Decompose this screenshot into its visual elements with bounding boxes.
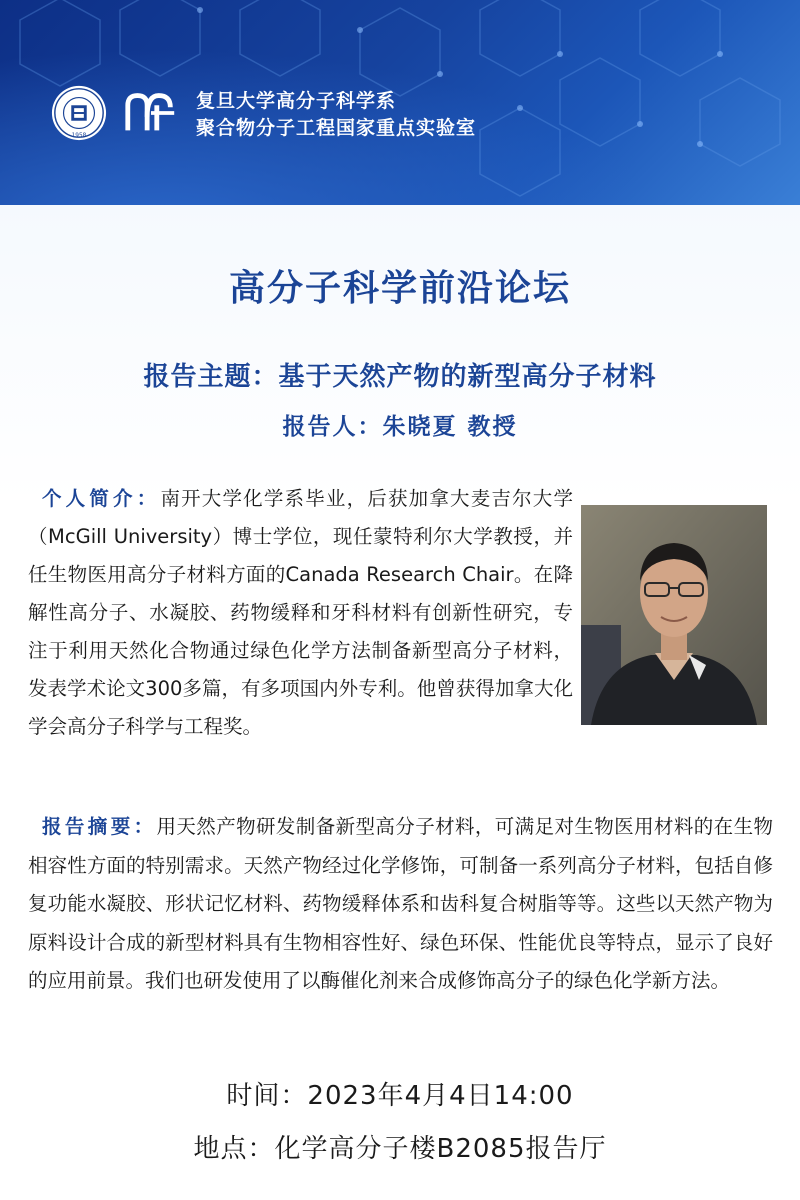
department-logo-icon (122, 84, 180, 142)
bio-section (28, 480, 573, 746)
speaker-name: 报告人：朱晓夏 教授 (282, 414, 518, 440)
bio-text: 南开大学化学系毕业，后获加拿大麦吉尔大学（McGill University）博士学位，现任蒙特利尔大学教授，并任生物医用高分子材料方面的Canada Research Chair。在降解性高分子、水凝胶、药物缓释和牙科材料有创新性研究，专注于利用天然化合物通过绿色化学方法制备新型高分子材料，发表学术论文300多篇，有多项国内外专利。他曾获得加拿大化学会高分子科学与工程奖。 (28, 487, 573, 738)
forum-title: 高分子科学前沿论坛 (228, 268, 571, 309)
university-seal-icon (50, 84, 108, 142)
laboratory-name: 聚合物分子工程国家重点实验室 (196, 117, 477, 139)
speaker-photo (581, 505, 767, 725)
department-name: 复旦大学高分子科学系 (196, 90, 397, 112)
bio-label: 个人简介： (42, 487, 161, 510)
event-location: 地点：化学高分子楼B2085报告厅 (193, 1134, 607, 1164)
event-time: 时间：2023年4月4日14:00 (226, 1081, 574, 1111)
abstract-text: 用天然产物研发制备新型高分子材料，可满足对生物医用材料的在生物相容性方面的特别需求。天然产物经过化学修饰，可制备一系列高分子材料，包括自修复功能水凝胶、形状记忆材料、药物缓释体系和齿科复合树脂等等。这些以天然产物为原料设计合成的新型材料具有生物相容性好、绿色环保、性能优良等特点，显示了良好的应用前景。我们也研发使用了以酶催化剂来合成修饰高分子的绿色化学新方法。 (28, 815, 773, 992)
report-topic: 报告主题：基于天然产物的新型高分子材料 (143, 362, 657, 392)
abstract-label: 报告摘要： (42, 815, 157, 838)
header-banner (0, 0, 800, 205)
seal-year: 1958 (71, 133, 87, 140)
abstract-section (28, 808, 773, 1001)
